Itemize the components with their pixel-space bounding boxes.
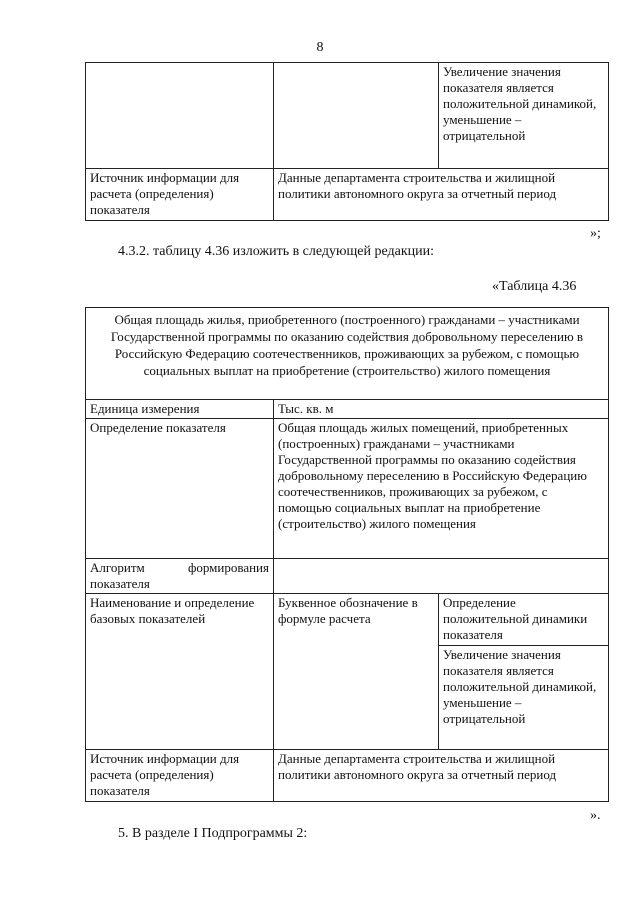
top-table (85, 62, 609, 221)
closing-quote: ». (590, 808, 601, 823)
base-indicators-label: Наименование и определение базовых показателей (86, 594, 274, 750)
positive-dynamics-value: Увеличение значения показателя является положительной динамикой, уменьшение – отрицательной (439, 646, 609, 750)
main-table (85, 307, 609, 802)
unit-label: Единица измерения (86, 400, 274, 419)
closing-quote: »; (590, 226, 601, 241)
source-label: Источник информации для расчета (определения) показателя (86, 169, 274, 221)
instruction-text: 4.3.2. таблицу 4.36 изложить в следующей редакции: (118, 244, 435, 259)
table-row (86, 63, 609, 169)
algorithm-label: Алгоритм формирования показателя (86, 559, 274, 594)
empty-cell (274, 63, 439, 169)
table-row (86, 594, 609, 646)
definition-label: Определение показателя (86, 419, 274, 559)
positive-dynamics-label: Определение положительной динамики показателя (439, 594, 609, 646)
table-row (86, 419, 609, 559)
table-title: Общая площадь жилья, приобретенного (построенного) гражданами – участниками Государственной программы по оказанию содействия добровольному переселению в Российскую Федерацию соотечественников, проживающих за рубежом, с помощью социальных выплат на приобретение (строительство) жилого помещения (86, 308, 609, 400)
algorithm-value (274, 559, 609, 594)
table-row (86, 308, 609, 400)
source-label: Источник информации для расчета (определения) показателя (86, 750, 274, 802)
page-number: 8 (316, 40, 324, 55)
table-caption: «Таблица 4.36 (492, 279, 577, 294)
source-value: Данные департамента строительства и жилищной политики автономного округа за отчетный период (274, 169, 609, 221)
definition-value: Общая площадь жилых помещений, приобретенных (построенных) гражданами – участниками Государственной программы по оказанию содействия добровольному переселению в Российскую Федерацию соотечественников, проживающих за рубежом, с помощью социальных выплат на приобретение (строительство) жилого помещения (274, 419, 609, 559)
table-row (86, 169, 609, 221)
next-section-text: 5. В разделе I Подпрограммы 2: (118, 826, 308, 841)
unit-value: Тыс. кв. м (274, 400, 609, 419)
source-value: Данные департамента строительства и жилищной политики автономного округа за отчетный период (274, 750, 609, 802)
empty-cell (86, 63, 274, 169)
table-row (86, 400, 609, 419)
table-row (86, 559, 609, 594)
positive-dynamics-cell: Увеличение значения показателя является положительной динамикой, уменьшение – отрицательной (439, 63, 609, 169)
table-row (86, 750, 609, 802)
letter-designation-label: Буквенное обозначение в формуле расчета (274, 594, 439, 750)
